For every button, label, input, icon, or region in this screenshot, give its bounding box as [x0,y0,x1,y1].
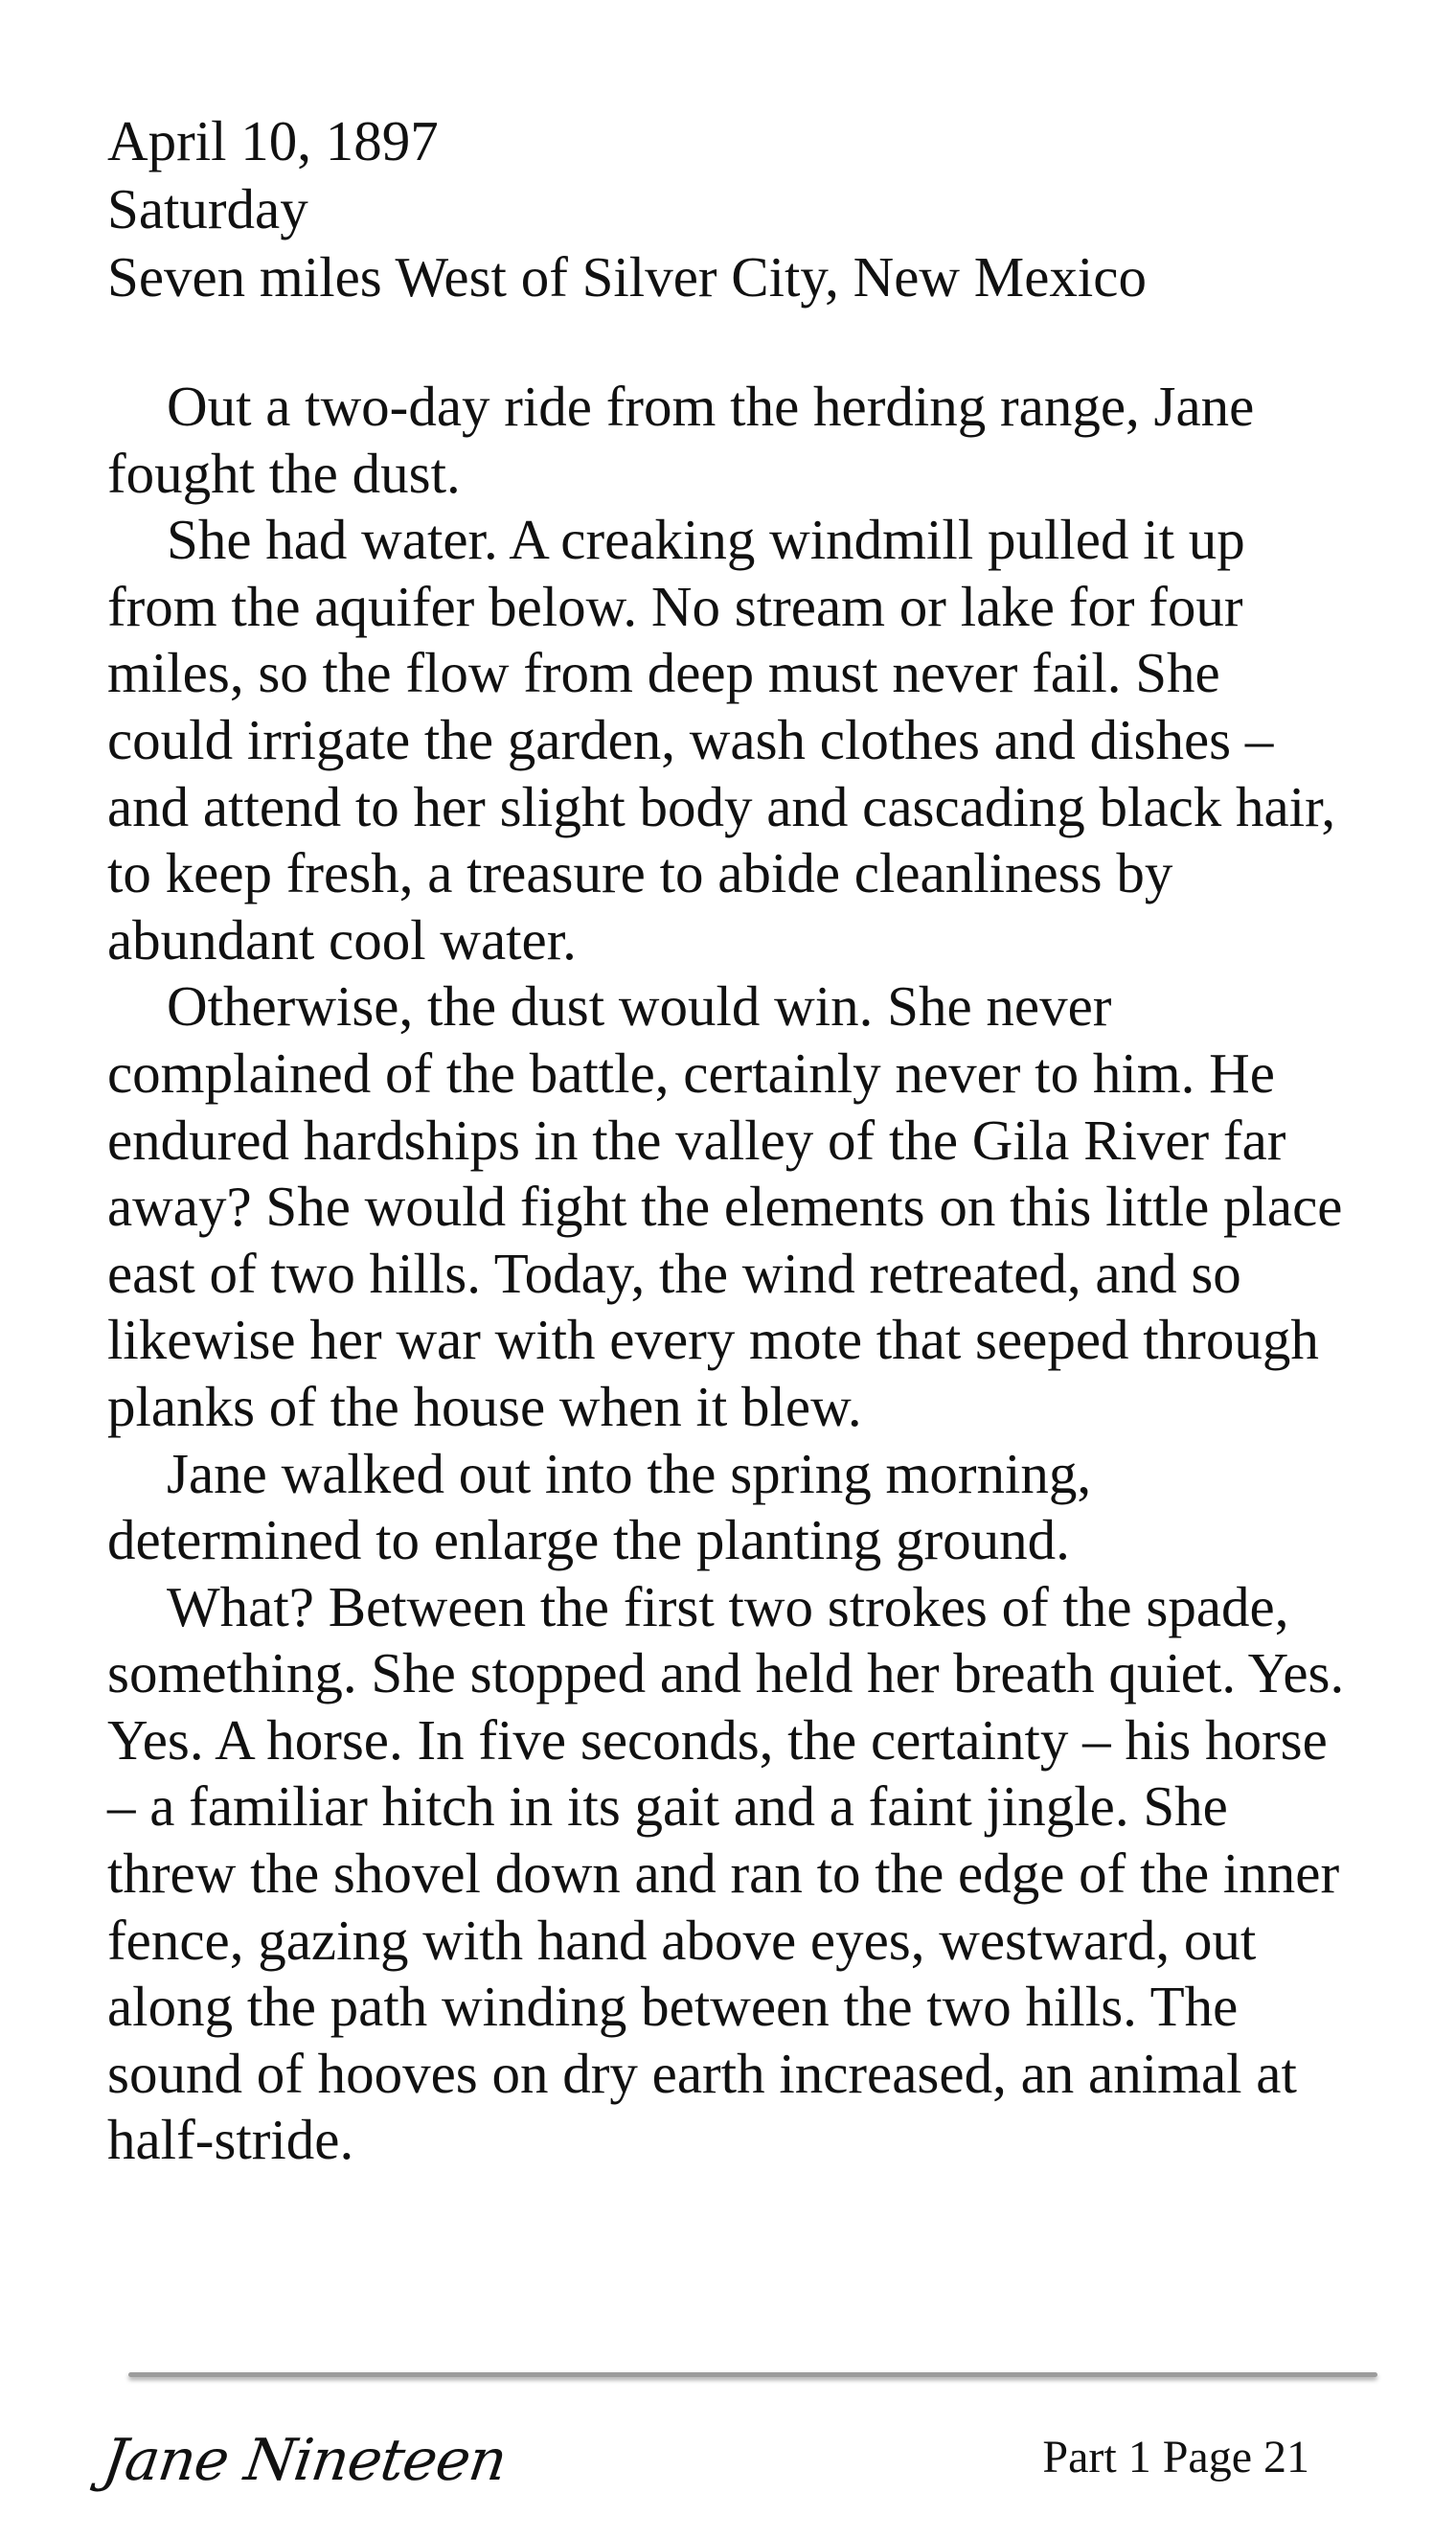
paragraph-5: What? Between the first two strokes of the spade, something. She stopped and held her breath quiet. Yes. Yes. A horse. In five seconds, the certainty – his horse – a familiar hitch in its gait and a faint jingle. She threw the shovel down and ran to the edge of the inner fence, gazing with hand above eyes, westward, out along the path winding between the two hills. The sound of hooves on dry earth increased, an animal at half-stride. [107,1574,1345,2172]
paragraph-3: Otherwise, the dust would win. She never complained of the battle, certainly never to him. He endured hardships in the valley of the Gila River far away? She would fight the elements on this little place east of two hills. Today, the wind retreated, and so likewise her war with every mote that seeped through planks of the house when it blew. [107,974,1343,1438]
entry-date: April 10, 1897 [107,109,439,172]
page-number: Part 1 Page 21 [1042,2432,1309,2482]
entry-day: Saturday [107,177,308,240]
paragraph-4: Jane walked out into the spring morning, determined to enlarge the planting ground. [107,1441,1092,1572]
paragraph-2: She had water. A creaking windmill pulled it up from the aquifer below. No stream or lake for four miles, so the flow from deep must never fail. She could irrigate the garden, wash clothes and dishes – and attend to her slight body and cascading black hair, to keep fresh, a treasure to abide cleanliness by abundant cool water. [107,508,1336,972]
footer-divider [128,2372,1377,2377]
story-body [107,374,1353,2174]
paragraph-1: Out a two-day ride from the herding range, Jane fought the dust. [107,375,1255,505]
book-title: Jane Nineteen [99,2427,511,2494]
entry-header [107,107,1372,311]
entry-location: Seven miles West of Silver City, New Mexico [107,245,1147,309]
